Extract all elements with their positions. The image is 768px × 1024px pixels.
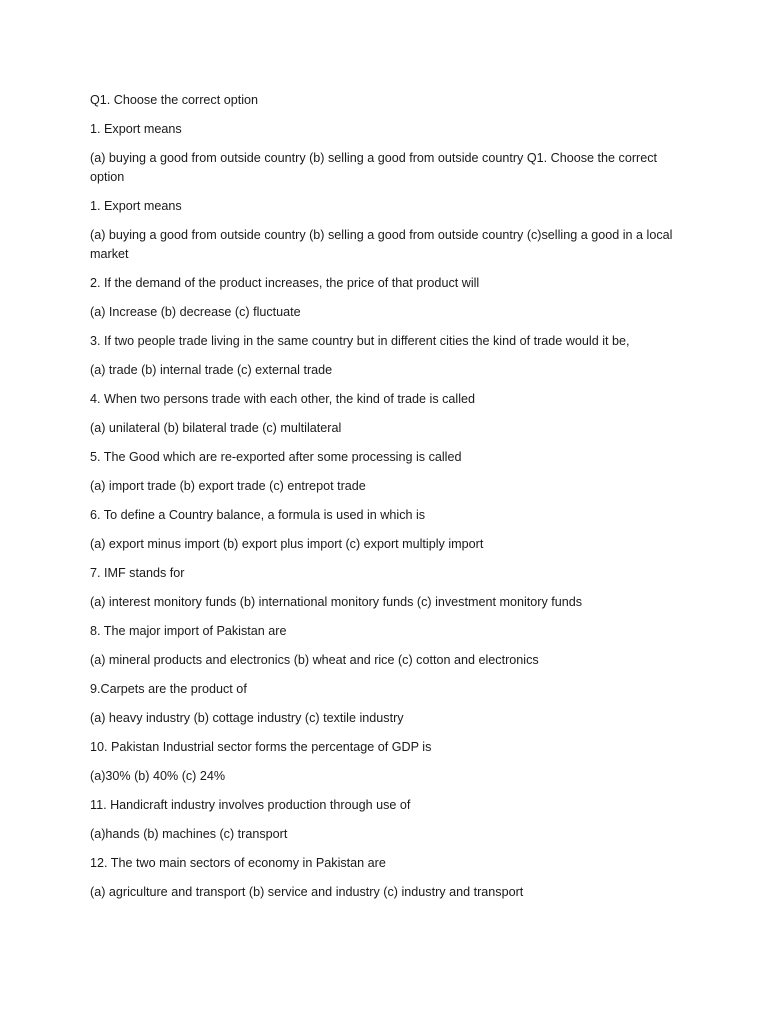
question-12: 12. The two main sectors of economy in Pakistan are bbox=[90, 856, 386, 870]
question-1-repeat: 1. Export means bbox=[90, 199, 182, 213]
question-6: 6. To define a Country balance, a formula is used in which is bbox=[90, 508, 426, 522]
options-8: (a) mineral products and electronics (b) wheat and rice (c) cotton and electronics bbox=[90, 653, 539, 667]
question-5: 5. The Good which are re-exported after some processing is called bbox=[90, 450, 462, 464]
options-11: (a)hands (b) machines (c) transport bbox=[90, 827, 288, 841]
question-7: 7. IMF stands for bbox=[90, 566, 185, 580]
options-1-repeat: (a) buying a good from outside country (b) selling a good from outside country (c)selling a good in a local market bbox=[90, 228, 673, 261]
options-9: (a) heavy industry (b) cottage industry (c) textile industry bbox=[90, 711, 404, 725]
options-4: (a) unilateral (b) bilateral trade (c) multilateral bbox=[90, 421, 342, 435]
question-8: 8. The major import of Pakistan are bbox=[90, 624, 287, 638]
question-10: 10. Pakistan Industrial sector forms the percentage of GDP is bbox=[90, 740, 432, 754]
question-2: 2. If the demand of the product increases, the price of that product will bbox=[90, 276, 480, 290]
options-5: (a) import trade (b) export trade (c) entrepot trade bbox=[90, 479, 366, 493]
options-10: (a)30% (b) 40% (c) 24% bbox=[90, 769, 226, 783]
heading-q1: Q1. Choose the correct option bbox=[90, 93, 259, 107]
options-3: (a) trade (b) internal trade (c) external trade bbox=[90, 363, 333, 377]
options-12: (a) agriculture and transport (b) service and industry (c) industry and transport bbox=[90, 885, 524, 899]
question-1: 1. Export means bbox=[90, 122, 182, 136]
options-2: (a) Increase (b) decrease (c) fluctuate bbox=[90, 305, 301, 319]
question-11: 11. Handicraft industry involves production through use of bbox=[90, 798, 411, 812]
options-6: (a) export minus import (b) export plus import (c) export multiply import bbox=[90, 537, 484, 551]
question-9: 9.Carpets are the product of bbox=[90, 682, 247, 696]
options-7: (a) interest monitory funds (b) international monitory funds (c) investment monitory funds bbox=[90, 595, 583, 609]
question-3: 3. If two people trade living in the same country but in different cities the kind of trade would it be, bbox=[90, 334, 630, 348]
question-4: 4. When two persons trade with each other, the kind of trade is called bbox=[90, 392, 476, 406]
options-1: (a) buying a good from outside country (b) selling a good from outside country Q1. Choose the correct option bbox=[90, 151, 658, 184]
